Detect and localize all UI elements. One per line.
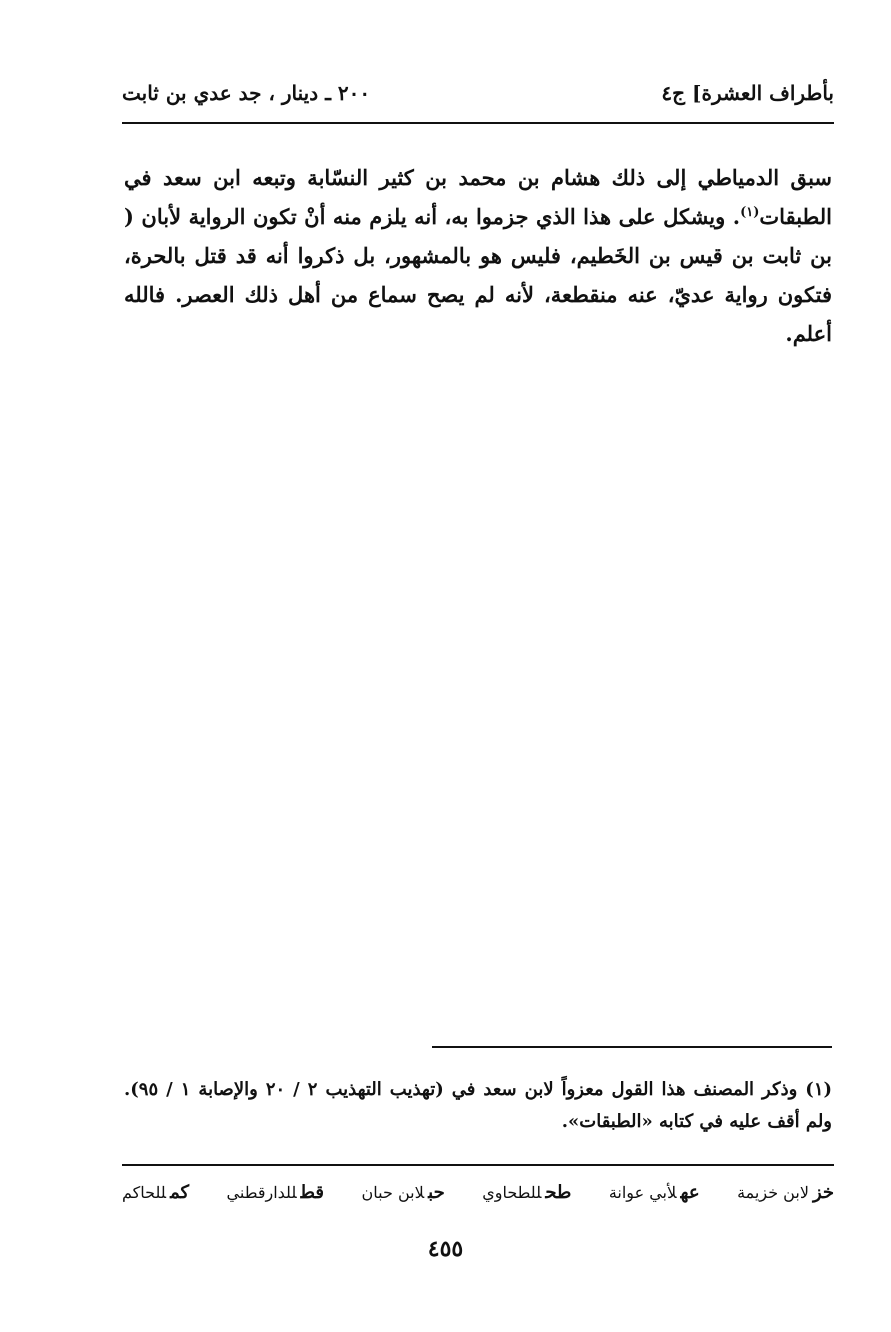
- footnote-paragraph: [124, 1074, 832, 1138]
- abbreviations-divider: [122, 1164, 834, 1166]
- abbreviation-item: [227, 1182, 324, 1203]
- abbreviation-item: [482, 1182, 571, 1203]
- main-text-part-2: . ويشكل على هذا الذي جزموا به، أنه يلزم منه أنْ تكون الرواية لأبان ( بن ثابت بن قيس بن الخَطيم، فليس هو بالمشهور، بل ذكروا أنه قد قتل بالحرة، فتكون رواية عديّ، عنه منقطعة، لأنه لم يصح سماع من أهل ذلك العصر. فالله أعلم.: [124, 204, 832, 346]
- abbreviation-code: عه: [680, 1182, 700, 1203]
- footnote-reference: (١): [740, 205, 760, 220]
- abbreviation-code: حب: [428, 1182, 445, 1203]
- header-divider: [122, 122, 834, 124]
- abbreviation-code: قط: [300, 1182, 325, 1203]
- main-text-part-1: سبق الدمياطي إلى ذلك هشام بن محمد بن كثير النسّابة وتبعه ابن سعد في الطبقات: [124, 165, 832, 229]
- footnote-divider: [432, 1046, 832, 1048]
- footnote-text: وذكر المصنف هذا القول معزواً لابن سعد في (تهذيب التهذيب ٢ / ٢٠ والإصابة ١ / ٩٥). ولم أقف عليه في كتابه «الطبقات».: [124, 1079, 832, 1132]
- abbreviation-item: [737, 1182, 834, 1203]
- footnote: [124, 1074, 832, 1138]
- main-paragraph: [124, 158, 832, 353]
- main-text: [124, 158, 832, 353]
- abbreviation-code: طح: [545, 1182, 572, 1203]
- footnote-number: (١): [805, 1079, 833, 1100]
- abbreviations-legend: [122, 1182, 834, 1203]
- abbreviation-item: [362, 1182, 445, 1203]
- abbreviation-label: للدارقطني: [226, 1183, 297, 1202]
- abbreviation-label: للطحاوي: [482, 1183, 542, 1202]
- abbreviation-code: كم: [170, 1182, 190, 1203]
- abbreviation-label: لأبي عوانة: [608, 1183, 677, 1202]
- page-number: ٤٥٥: [427, 1236, 464, 1262]
- header-entry-title: ٢٠٠ ـ دينار ، جد عدي بن ثابت: [122, 81, 371, 105]
- abbreviation-label: لابن خزيمة: [737, 1183, 809, 1202]
- abbreviation-label: لابن حبان: [361, 1183, 425, 1202]
- header-chapter: بأطراف العشرة] ج٤: [661, 81, 834, 105]
- abbreviation-label: للحاكم: [122, 1183, 167, 1202]
- abbreviation-item: [609, 1182, 700, 1203]
- abbreviation-item: [122, 1182, 189, 1203]
- abbreviation-code: خز: [812, 1182, 834, 1203]
- running-header: [122, 76, 834, 110]
